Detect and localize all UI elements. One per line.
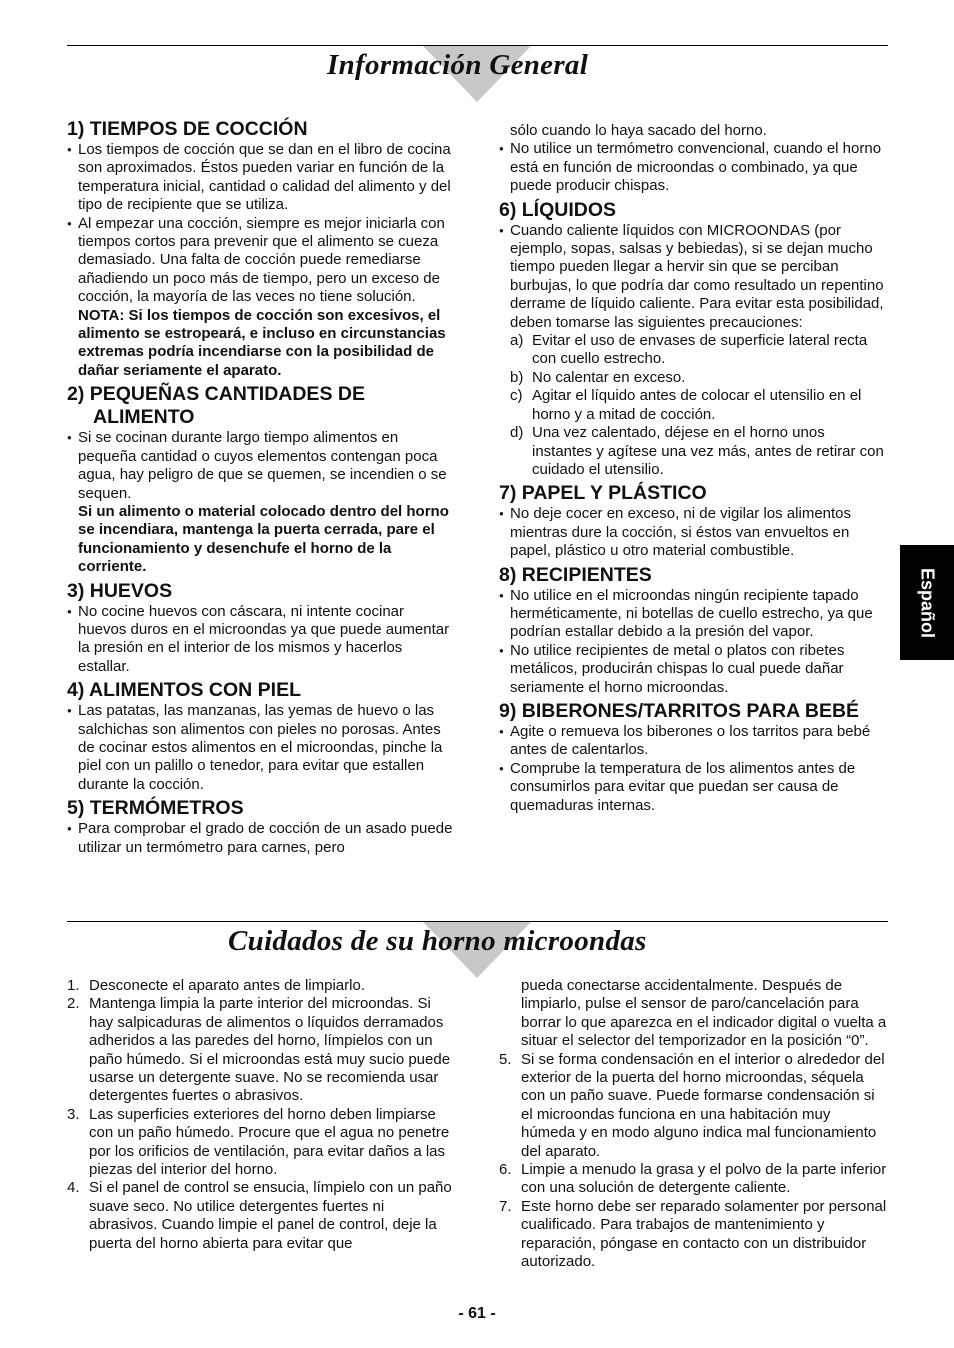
item-number: 3.: [67, 1105, 80, 1123]
care-item-7: [499, 1198, 888, 1272]
heading-cooking-times: 1) TIEMPOS DE COCCIÓN: [67, 118, 308, 140]
section-title-oven-care: Cuidados de su horno microondas: [228, 925, 647, 957]
item-text: Las superficies exteriores del horno deben limpiarse con un paño húmedo. Procure que el agua no penetre por los orificios de ventilación, para evitar daños a las piezas del interior del horno.: [89, 1105, 450, 1179]
care-item-5: [499, 1051, 888, 1161]
bullet-item: ● Si se cocinan durante largo tiempo alimentos en pequeña cantidad o cuyos elementos contengan poca agua, hay peligro de que se quemen, se incendien o se sequen.: [67, 429, 455, 503]
sub-item-text: Evitar el uso de envases de superficie lateral recta con cuello estrecho.: [532, 332, 868, 368]
language-label: Español: [917, 567, 938, 638]
care-item-6: [499, 1161, 888, 1198]
bullet-item: ● Agite o remueva los biberones o los tarritos para bebé antes de calentarlos.: [499, 723, 888, 760]
heading-small-quantities: 2) PEQUEÑAS CANTIDADES DE ALIMENTO: [67, 383, 365, 429]
section-title-general-info: Información General: [327, 49, 589, 81]
bullet-item: ● Las patatas, las manzanas, las yemas de huevo o las salchichas son alimentos con pieles no porosas. Antes de cocinar estos alimentos en el microondas, pinche la piel con un palillo o tenedor, para evitar que estallen durante la cocción.: [67, 702, 455, 794]
bullet-item: ● No deje cocer en exceso, ni de vigilar los alimentos mientras dure la cocción, si éstos van envueltos en papel, plástico u otro material combustible.: [499, 505, 888, 560]
item-text: Mantenga limpia la parte interior del microondas. Si hay salpicaduras de alimentos o líquidos derramados adheridos a las paredes del horno, límpielos con un paño húmedo. Si el microondas está muy sucio puede usarse un detergente suave. No se recomienda usar detergentes fuertes o abrasivos.: [89, 995, 451, 1105]
item-number: 1.: [67, 977, 80, 994]
item-number: 5.: [499, 1050, 512, 1068]
right-column-info: [499, 122, 888, 815]
sub-item-marker: d): [510, 424, 524, 442]
sub-item-text: Una vez calentado, déjese en el horno unos instantes y agítese una vez más, antes de retirar con cuidado el utensilio.: [532, 424, 884, 478]
continued-text: sólo cuando lo haya sacado del horno.: [510, 122, 767, 139]
care-item-1: [67, 977, 455, 995]
left-column-info: [67, 118, 455, 857]
item-number: 4.: [67, 1179, 80, 1197]
sub-item-marker: a): [510, 332, 524, 350]
care-item-3: [67, 1106, 455, 1180]
item-number: 2.: [67, 995, 80, 1013]
care-item-2: [67, 995, 455, 1105]
bullet-item: ● Los tiempos de cocción que se dan en el libro de cocina son aproximados. Éstos pueden variar en función de la temperatura inicial, cantidad o calidad del alimento y del tipo de recipiente que se utiliza.: [67, 141, 455, 215]
bullet-item: ● No cocine huevos con cáscara, ni intente cocinar huevos duros en el microondas ya que puede aumentar la presión en el interior de los mismos y hacerlos estallar.: [67, 603, 455, 677]
heading-baby-bottles: 9) BIBERONES/TARRITOS PARA BEBÉ: [499, 699, 860, 722]
heading-liquids: 6) LÍQUIDOS: [499, 198, 617, 221]
bullet-item: ● Al empezar una cocción, siempre es mejor iniciarla con tiempos cortos para prevenir que el alimento se cueza demasiado. Una falta de cocción puede remediarse añadiendo un poco más de tiempo, pero un exceso de cocción, la mayoría de las veces no tiene solución.: [67, 215, 455, 307]
item-number: 7.: [499, 1197, 512, 1215]
care-list-right: [499, 977, 888, 1272]
item-text: Este horno debe ser reparado solamenter por personal cualificado. Para trabajos de mantenimiento y reparación, póngase en contacto con un distribuidor autorizado.: [521, 1197, 887, 1271]
bullet-item: ● Para comprobar el grado de cocción de un asado puede utilizar un termómetro para carnes, pero: [67, 820, 455, 857]
care-item-4: [67, 1179, 455, 1253]
heading-paper-plastic: 7) PAPEL Y PLÁSTICO: [499, 482, 707, 505]
item-text: Si se forma condensación en el interior o alrededor del exterior de la puerta del horno microondas, séquela con un paño suave. Puede formarse condensación si el microondas funciona en una habitación muy húmeda y en modo alguno indica mal funcionamiento del aparato.: [521, 1050, 885, 1160]
item-text: Si el panel de control se ensucia, límpielo con un paño suave seco. No utilice detergentes fuertes ni abrasivos. Cuando limpie el panel de control, deje la puerta del horno abierta para evitar que: [89, 1179, 452, 1252]
bullet-item: ● No utilice en el microondas ningún recipiente tapado herméticamente, ni botellas de cuello estrecho, ya que podrían estallar debido a la presión del vapor.: [499, 587, 888, 642]
heading-thermometers: 5) TERMÓMETROS: [67, 797, 244, 820]
bullet-item: ● No utilice recipientes de metal o platos con ribetes metálicos, producirán chispas lo cual puede dañar seriamente el horno microondas.: [499, 642, 888, 697]
sub-item-marker: b): [510, 368, 524, 386]
sub-item-a: [499, 332, 888, 369]
sub-item-marker: c): [510, 387, 523, 405]
sub-item-text: No calentar en exceso.: [532, 368, 686, 386]
sub-item-c: [499, 387, 888, 424]
note-text: NOTA: Si los tiempos de cocción son excesivos, el alimento se estropeará, e incluso en circunstancias extremas podría incendiarse con la posibilidad de dañar seriamente el aparato.: [78, 306, 446, 379]
item-text: Desconecte el aparato antes de limpiarlo.: [89, 977, 365, 994]
bullet-item: ● Comprube la temperatura de los alimentos antes de consumirlos para evitar que puedan ser causa de quemaduras internas.: [499, 760, 888, 815]
item-text: Limpie a menudo la grasa y el polvo de la parte inferior con una solución de detergente caliente.: [521, 1161, 887, 1197]
care-list-left: [67, 977, 455, 1253]
bullet-item: ● No utilice un termómetro convencional, cuando el horno está en función de microondas o combinado, ya que puede producir chispas.: [499, 140, 888, 195]
bullet-item: ● Cuando caliente líquidos con MICROONDAS (por ejemplo, sopas, salsas y bebiedas), si se dejan mucho tiempo pueden llegar a hervir sin que se perciban burbujas, lo que podría dar como resultado un repentino derrame de líquido caliente. Para evitar esta posibilidad, deben tomarse las siguientes precauciones:: [499, 222, 888, 332]
sub-item-d: [499, 424, 888, 479]
item-number: 6.: [499, 1161, 512, 1179]
heading-containers: 8) RECIPIENTES: [499, 563, 652, 586]
heading-eggs: 3) HUEVOS: [67, 579, 173, 602]
language-side-tab: [900, 545, 954, 660]
page-number: - 61 -: [458, 1305, 496, 1322]
continued-text: pueda conectarse accidentalmente. Después de limpiarlo, pulse el sensor de paro/cancelación para borrar lo que aparezca en el indicador digital o vuelta a situar el selector del temporizador en la posición “0”.: [521, 977, 887, 1050]
sub-item-text: Agitar el líquido antes de colocar el utensilio en el horno y a mitad de cocción.: [532, 387, 862, 423]
sub-item-b: [499, 369, 888, 387]
warning-text: Si un alimento o material colocado dentro del horno se incendiara, mantenga la puerta cerrada, pare el funcionamiento y desenchufe el horno de la corriente.: [78, 502, 449, 576]
heading-foods-with-skin: 4) ALIMENTOS CON PIEL: [67, 679, 302, 702]
